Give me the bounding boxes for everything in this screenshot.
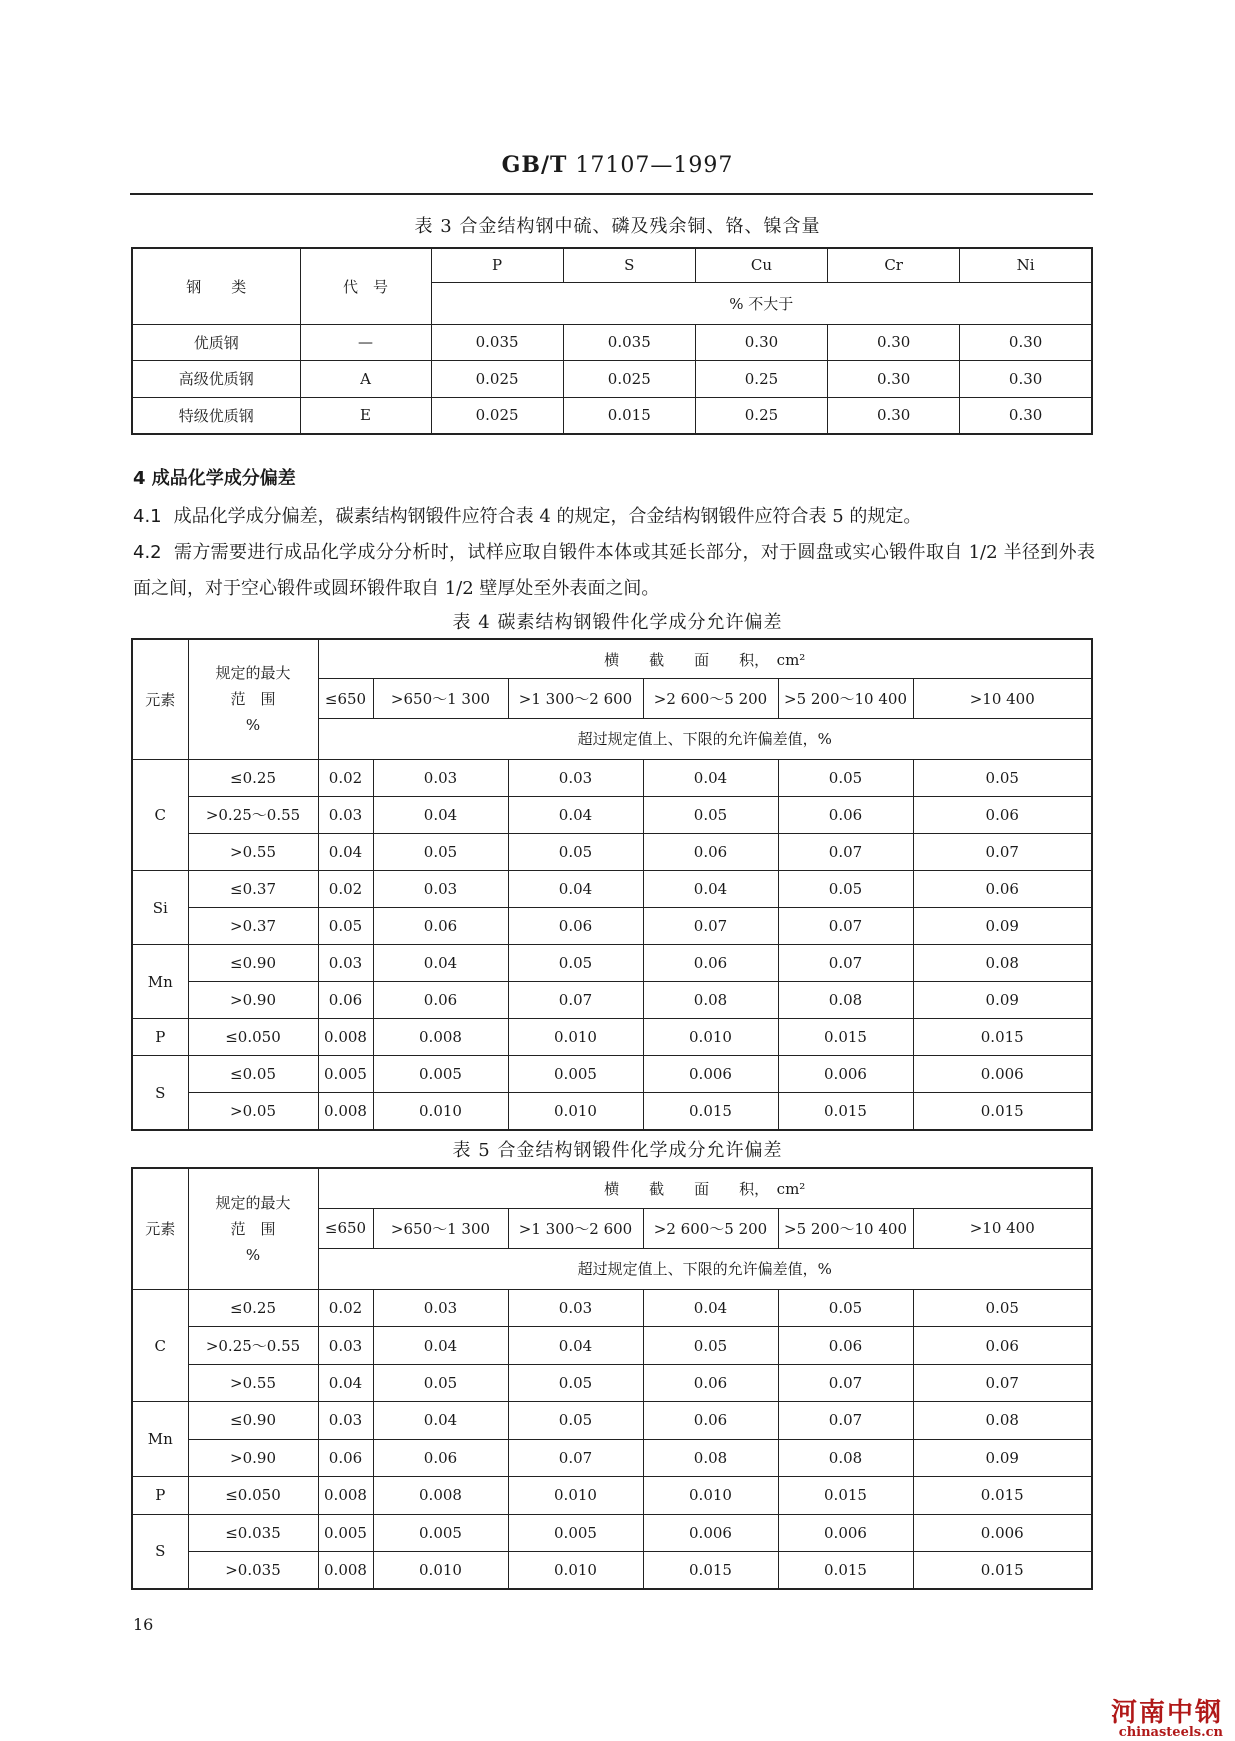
range-cell: >0.55 [188,833,318,870]
table-row [132,945,1092,982]
table-cell: 0.03 [318,796,373,833]
table3-header-element: S [563,248,695,282]
table-cell: 0.06 [373,908,508,945]
table-cell: 0.06 [318,982,373,1019]
range-cell: ≤0.050 [188,1477,318,1514]
table-row [132,1093,1092,1130]
table-cell: 0.04 [508,796,643,833]
table-row [132,833,1092,870]
watermark-en: chinasteels.cn [1118,1725,1223,1740]
header-range-line: % [245,1245,261,1264]
table-row [132,759,1092,796]
table-row [132,1552,1092,1589]
table-row [132,1514,1092,1551]
table-row [132,360,1092,397]
table-cell: 0.03 [318,1327,373,1364]
table4 [131,638,1093,1131]
table-cell: 0.06 [778,1327,913,1364]
table-row [132,1019,1092,1056]
table-cell: 0.04 [373,1402,508,1439]
range-cell: >0.05 [188,1093,318,1130]
paragraph-text: 成品化学成分偏差，碳素结构钢锻件应符合表 4 的规定，合金结构钢锻件应符合表 5 的规定。 [173,506,922,527]
table3-code: — [300,324,431,360]
table3-header-steel: 钢 类 [132,248,300,324]
table-cell: 0.04 [643,759,778,796]
header-area-range: >10 400 [913,1208,1092,1248]
table-cell: 0.006 [643,1514,778,1551]
table3-steel-name: 特级优质钢 [132,397,300,434]
header-range-line: % [245,716,261,735]
table-cell: 0.015 [778,1552,913,1589]
table-cell: 0.05 [913,759,1092,796]
table-cell: 0.08 [778,982,913,1019]
table-cell: 0.04 [643,1289,778,1326]
table-cell: 0.025 [431,360,563,397]
table-cell: 0.005 [318,1056,373,1093]
element-symbol: C [132,1289,188,1401]
table-cell: 0.015 [913,1552,1092,1589]
table-cell: 0.06 [913,1327,1092,1364]
table-cell: 0.04 [373,945,508,982]
table3-header-element: Cu [695,248,827,282]
paragraph-number: 4.1 [133,506,162,527]
table-cell: 0.06 [643,945,778,982]
table-cell: 0.07 [778,833,913,870]
table-cell: 0.30 [828,324,960,360]
table-cell: 0.03 [373,1289,508,1326]
element-symbol: Mn [132,945,188,1019]
table-cell: 0.006 [643,1056,778,1093]
header-area-range: >10 400 [913,679,1092,719]
table-cell: 0.010 [373,1093,508,1130]
table-cell: 0.05 [508,1364,643,1401]
element-symbol: Mn [132,1402,188,1477]
table-cell: 0.06 [778,796,913,833]
table-cell: 0.015 [778,1019,913,1056]
table-cell: 0.07 [913,833,1092,870]
table-cell: 0.008 [318,1093,373,1130]
table3-unit: % 不大于 [431,282,1092,324]
range-cell: >0.25～0.55 [188,796,318,833]
page-number: 16 [133,1615,154,1634]
header-area-range: ≤650 [318,679,373,719]
table-cell: 0.006 [913,1056,1092,1093]
table3-steel-name: 高级优质钢 [132,360,300,397]
table-cell: 0.010 [643,1477,778,1514]
table-cell: 0.015 [643,1093,778,1130]
table-cell: 0.08 [913,945,1092,982]
table3-header-element: Ni [960,248,1092,282]
table-cell: 0.07 [913,1364,1092,1401]
range-cell: >0.55 [188,1364,318,1401]
table-cell: 0.008 [318,1477,373,1514]
header-range-line: 规定的最大 [215,1193,291,1212]
table-cell: 0.015 [563,397,695,434]
element-symbol: S [132,1514,188,1589]
table-cell: 0.30 [695,324,827,360]
table-cell: 0.02 [318,759,373,796]
table-cell: 0.05 [778,1289,913,1326]
element-symbol: Si [132,870,188,944]
table-cell: 0.015 [643,1552,778,1589]
table-cell: 0.09 [913,1439,1092,1476]
range-cell: ≤0.035 [188,1514,318,1551]
table-cell: 0.006 [913,1514,1092,1551]
table-cell: 0.04 [508,1327,643,1364]
table-cell: 0.05 [643,796,778,833]
table-cell: 0.010 [508,1477,643,1514]
table-row [132,1289,1092,1326]
table-cell: 0.025 [563,360,695,397]
header-area-range: >2 600～5 200 [643,1208,778,1248]
table-cell: 0.07 [778,945,913,982]
header-element: 元素 [132,1168,188,1289]
header-area: 横 截 面 积， cm² [318,639,1092,679]
table-row [132,1477,1092,1514]
table3-header-code: 代 号 [300,248,431,324]
table-cell: 0.30 [960,360,1092,397]
table-row [132,1364,1092,1401]
table-cell: 0.07 [778,1364,913,1401]
header-range-line: 规定的最大 [215,664,291,683]
table-cell: 0.04 [373,1327,508,1364]
standard-header [0,152,1235,178]
table-cell: 0.07 [643,908,778,945]
range-cell: >0.25～0.55 [188,1327,318,1364]
table-cell: 0.06 [373,982,508,1019]
table-cell: 0.30 [960,397,1092,434]
table-cell: 0.005 [508,1514,643,1551]
table-cell: 0.015 [913,1093,1092,1130]
table-cell: 0.05 [508,1402,643,1439]
table-cell: 0.08 [913,1402,1092,1439]
table-cell: 0.035 [563,324,695,360]
range-cell: >0.035 [188,1552,318,1589]
table-cell: 0.04 [643,870,778,907]
table4-caption: 表 4 碳素结构钢锻件化学成分允许偏差 [452,612,783,633]
table-row [132,982,1092,1019]
table-cell: 0.015 [778,1477,913,1514]
table-cell: 0.04 [508,870,643,907]
table-cell: 0.02 [318,870,373,907]
table-cell: 0.06 [643,1402,778,1439]
header-area: 横 截 面 积， cm² [318,1168,1092,1208]
header-range [188,1168,318,1289]
table-cell: 0.07 [508,982,643,1019]
table-cell: 0.006 [778,1056,913,1093]
watermark-cn: 河南中钢 [1110,1698,1223,1728]
table3-code: A [300,360,431,397]
range-cell: ≤0.050 [188,1019,318,1056]
table-cell: 0.07 [508,1439,643,1476]
table-cell: 0.06 [643,1364,778,1401]
range-cell: ≤0.25 [188,759,318,796]
table-row [132,1402,1092,1439]
header-range-line: 范 围 [230,1219,276,1238]
table3-code: E [300,397,431,434]
table-cell: 0.008 [373,1019,508,1056]
table-cell: 0.30 [960,324,1092,360]
table-cell: 0.09 [913,908,1092,945]
table-cell: 0.035 [431,324,563,360]
range-cell: ≤0.25 [188,1289,318,1326]
table-cell: 0.05 [778,870,913,907]
table-cell: 0.006 [778,1514,913,1551]
table3-caption: 表 3 合金结构钢中硫、磷及残余铜、铬、镍含量 [414,216,821,237]
paragraph-text: 需方需要进行成品化学成分分析时，试样应取自锻件本体或其延长部分，对于圆盘或实心锻件取自 1/2 半径到外表面之间，对于空心锻件或圆环锻件取自 1/2 壁厚处至外表面之间。 [133,542,1095,599]
paragraph-4-1 [133,499,1095,535]
table-cell: 0.05 [508,945,643,982]
header-area-range: >5 200～10 400 [778,1208,913,1248]
table-cell: 0.02 [318,1289,373,1326]
table-cell: 0.05 [778,759,913,796]
header-area-range: >1 300～2 600 [508,679,643,719]
table-cell: 0.005 [373,1056,508,1093]
element-symbol: S [132,1056,188,1130]
element-symbol: P [132,1019,188,1056]
table-cell: 0.25 [695,360,827,397]
table-cell: 0.07 [778,1402,913,1439]
table-cell: 0.06 [318,1439,373,1476]
header-area-range: >1 300～2 600 [508,1208,643,1248]
table-cell: 0.005 [318,1514,373,1551]
element-symbol: C [132,759,188,870]
table-cell: 0.03 [318,1402,373,1439]
table-row [132,908,1092,945]
table-cell: 0.09 [913,982,1092,1019]
table-cell: 0.008 [318,1019,373,1056]
table-cell: 0.07 [778,908,913,945]
header-area-range: >650～1 300 [373,1208,508,1248]
table-cell: 0.008 [373,1477,508,1514]
paragraph-4-2 [133,535,1095,607]
table3 [131,247,1093,435]
table-cell: 0.06 [643,833,778,870]
table-cell: 0.015 [913,1019,1092,1056]
table-cell: 0.010 [508,1552,643,1589]
table-cell: 0.08 [643,982,778,1019]
header-range [188,639,318,759]
table-cell: 0.005 [373,1514,508,1551]
header-rule [130,193,1093,195]
table5 [131,1167,1093,1590]
range-cell: ≤0.05 [188,1056,318,1093]
table-row [132,324,1092,360]
table-cell: 0.008 [318,1552,373,1589]
table-cell: 0.03 [318,945,373,982]
range-cell: >0.90 [188,1439,318,1476]
standard-prefix: GB/T [501,152,568,178]
table-cell: 0.025 [431,397,563,434]
table3-header-element: P [431,248,563,282]
header-area-range: ≤650 [318,1208,373,1248]
element-symbol: P [132,1477,188,1514]
paragraph-number: 4.2 [133,542,162,563]
table-cell: 0.05 [373,833,508,870]
table-cell: 0.03 [373,759,508,796]
table-row [132,870,1092,907]
range-cell: ≤0.37 [188,870,318,907]
range-cell: ≤0.90 [188,1402,318,1439]
site-watermark [1111,1700,1223,1740]
table-cell: 0.06 [913,870,1092,907]
table-cell: 0.015 [913,1477,1092,1514]
table-row [132,796,1092,833]
table-cell: 0.010 [508,1019,643,1056]
table-cell: 0.30 [828,397,960,434]
table-cell: 0.05 [318,908,373,945]
table-row [132,1439,1092,1476]
table-cell: 0.30 [828,360,960,397]
header-area-range: >2 600～5 200 [643,679,778,719]
table-cell: 0.010 [373,1552,508,1589]
table-cell: 0.010 [643,1019,778,1056]
range-cell: >0.90 [188,982,318,1019]
table-cell: 0.015 [778,1093,913,1130]
table-row [132,1056,1092,1093]
table-row [132,1327,1092,1364]
table-cell: 0.04 [373,796,508,833]
table-cell: 0.03 [508,1289,643,1326]
table-cell: 0.06 [373,1439,508,1476]
section-title: 4 成品化学成分偏差 [133,468,296,489]
header-area-range: >5 200～10 400 [778,679,913,719]
header-deviation: 超过规定值上、下限的允许偏差值，% [318,718,1092,759]
header-deviation: 超过规定值上、下限的允许偏差值，% [318,1248,1092,1289]
table-cell: 0.05 [508,833,643,870]
table3-steel-name: 优质钢 [132,324,300,360]
table-cell: 0.05 [643,1327,778,1364]
header-area-range: >650～1 300 [373,679,508,719]
table-cell: 0.06 [913,796,1092,833]
table-cell: 0.04 [318,833,373,870]
table-cell: 0.005 [508,1056,643,1093]
table-cell: 0.03 [373,870,508,907]
table3-header-element: Cr [828,248,960,282]
range-cell: ≤0.90 [188,945,318,982]
table-cell: 0.06 [508,908,643,945]
table-cell: 0.25 [695,397,827,434]
standard-number: 17107—1997 [575,153,734,178]
table-cell: 0.08 [778,1439,913,1476]
table-row [132,397,1092,434]
table-cell: 0.05 [373,1364,508,1401]
table-cell: 0.03 [508,759,643,796]
table-cell: 0.04 [318,1364,373,1401]
header-range-line: 范 围 [230,690,276,709]
table-cell: 0.05 [913,1289,1092,1326]
table-cell: 0.010 [508,1093,643,1130]
table5-caption: 表 5 合金结构钢锻件化学成分允许偏差 [452,1140,783,1161]
header-element: 元素 [132,639,188,759]
table-cell: 0.08 [643,1439,778,1476]
range-cell: >0.37 [188,908,318,945]
